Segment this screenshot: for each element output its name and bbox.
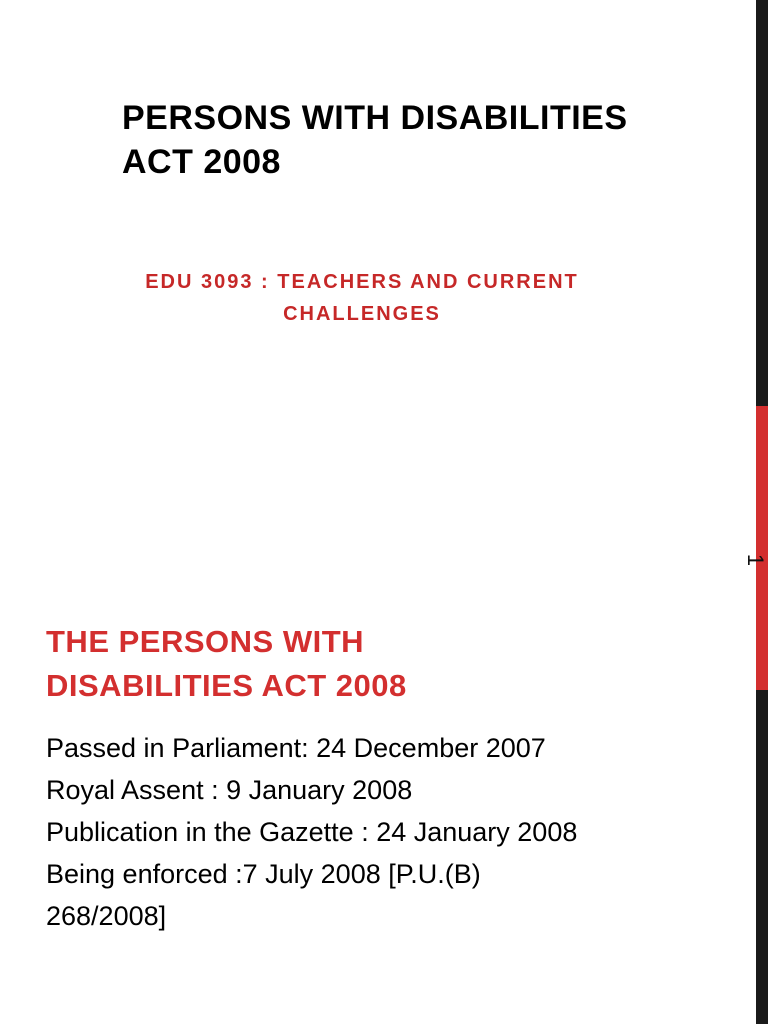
slide2-title-line1: THE PERSONS WITH <box>46 624 365 659</box>
slide-number: 1 <box>743 553 768 567</box>
slide1-subtitle-line2: CHALLENGES <box>283 303 441 325</box>
list-item: Being enforced :7 July 2008 [P.U.(B) <box>46 859 481 889</box>
list-item: 268/2008] <box>46 901 167 931</box>
list-item: Publication in the Gazette : 24 January 2008 <box>46 817 578 847</box>
slide1-subtitle-line1: EDU 3093 : TEACHERS AND CURRENT <box>145 271 579 293</box>
list-item: Passed in Parliament: 24 December 2007 <box>46 733 546 763</box>
slide1-subtitle <box>112 266 612 330</box>
slide2-title-line2: DISABILITIES ACT 2008 <box>46 668 407 703</box>
slide1-title-line2: ACT 2008 <box>122 143 281 181</box>
slide1-title <box>122 96 742 184</box>
slide1-title-line1: PERSONS WITH DISABILITIES <box>122 99 628 137</box>
slide2-facts-list <box>46 727 726 937</box>
list-item: Royal Assent : 9 January 2008 <box>46 775 413 805</box>
slide2-title <box>46 620 706 708</box>
